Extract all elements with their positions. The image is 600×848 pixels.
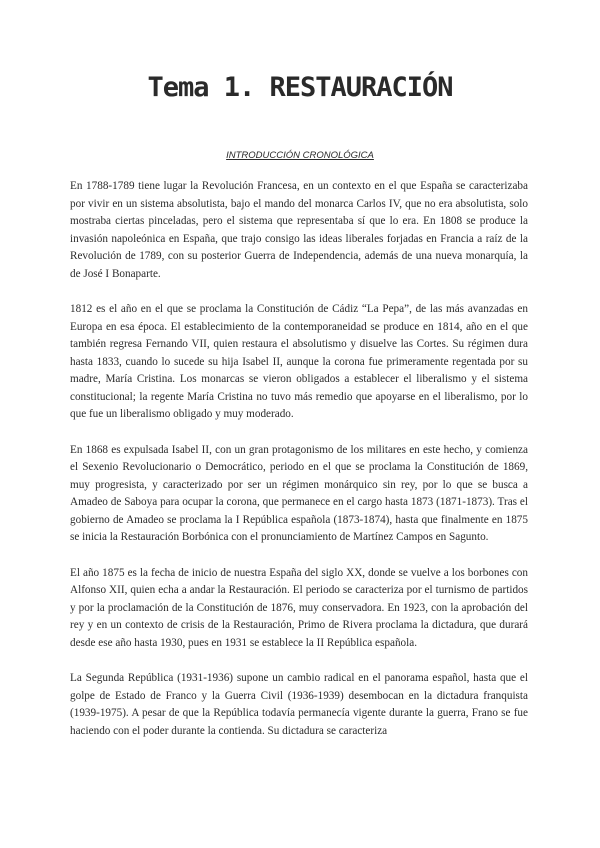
page-title: Tema 1. RESTAURACIÓN	[147, 72, 453, 103]
paragraph-1: En 1788-1789 tiene lugar la Revolución Francesa, en un contexto en el que España se caracterizaba por vivir en un sistema absolutista, bajo el mando del monarca Carlos IV, que no era absolutista, solo mostraba ciertas pinceladas, pero el sistema que representaba sí que lo era. En 1808 se produce la invasión napoleónica en España, que trajo consigo las ideas liberales forjadas en Francia a raíz de la Revolución de 1789, con su posterior Guerra de Independencia, además de una nueva monarquía, la de José I Bonaparte.	[70, 180, 528, 280]
body-text	[70, 178, 528, 758]
paragraph-4: El año 1875 es la fecha de inicio de nuestra España del siglo XX, donde se vuelve a los borbones con Alfonso XII, quien echa a andar la Restauración. El periodo se caracteriza por el turnismo de partidos y por la proclamación de la Constitución de 1876, muy conservadora. En 1923, con la aprobación del rey y en un contexto de crisis de la Restauración, Primo de Rivera proclama la dictadura, que durará desde ese año hasta 1930, pues en 1931 se establece la II República española.	[70, 566, 528, 649]
section-heading: INTRODUCCIÓN CRONOLÓGICA	[226, 150, 374, 161]
paragraph-2: 1812 es el año en el que se proclama la Constitución de Cádiz “La Pepa”, de las más avanzadas en Europa en esa época. El establecimiento de la contemporaneidad se produce en 1814, año en el que también regresa Fernando VII, quien restaura el absolutismo y disuelve las Cortes. Su régimen dura hasta 1833, cuando lo sucede su hija Isabel II, aunque la corona fue primeramente regentada por su madre, María Cristina. Los monarcas se vieron obligados a establecer el liberalismo y el sistema constitucional; la regente María Cristina no tuvo más remedio que apoyarse en el liberalismo, por lo que fue un liberalismo obligado y muy moderado.	[70, 303, 528, 420]
paragraph-3: En 1868 es expulsada Isabel II, con un gran protagonismo de los militares en este hecho, y comienza el Sexenio Revolucionario o Democrático, periodo en el que se proclama la Constitución de 1869, muy progresista, y caracterizado por ser un régimen monárquico sin rey, por lo que se busca a Amadeo de Saboya para ocupar la corona, que permanece en el cargo hasta 1873 (1871-1873). Tras el gobierno de Amadeo se proclama la I República española (1873-1874), hasta que finalmente en 1875 se inicia la Restauración Borbónica con el pronunciamiento de Martínez Campos en Sagunto.	[70, 443, 528, 543]
paragraph-5: La Segunda República (1931-1936) supone un cambio radical en el panorama español, hasta que el golpe de Estado de Franco y la Guerra Civil (1936-1939) desembocan en la dictadura franquista (1939-1975). A pesar de que la República todavía permanecía vigente durante la guerra, Frano se fue haciendo con el poder durante la contienda. Su dictadura se caracteriza	[70, 672, 528, 737]
